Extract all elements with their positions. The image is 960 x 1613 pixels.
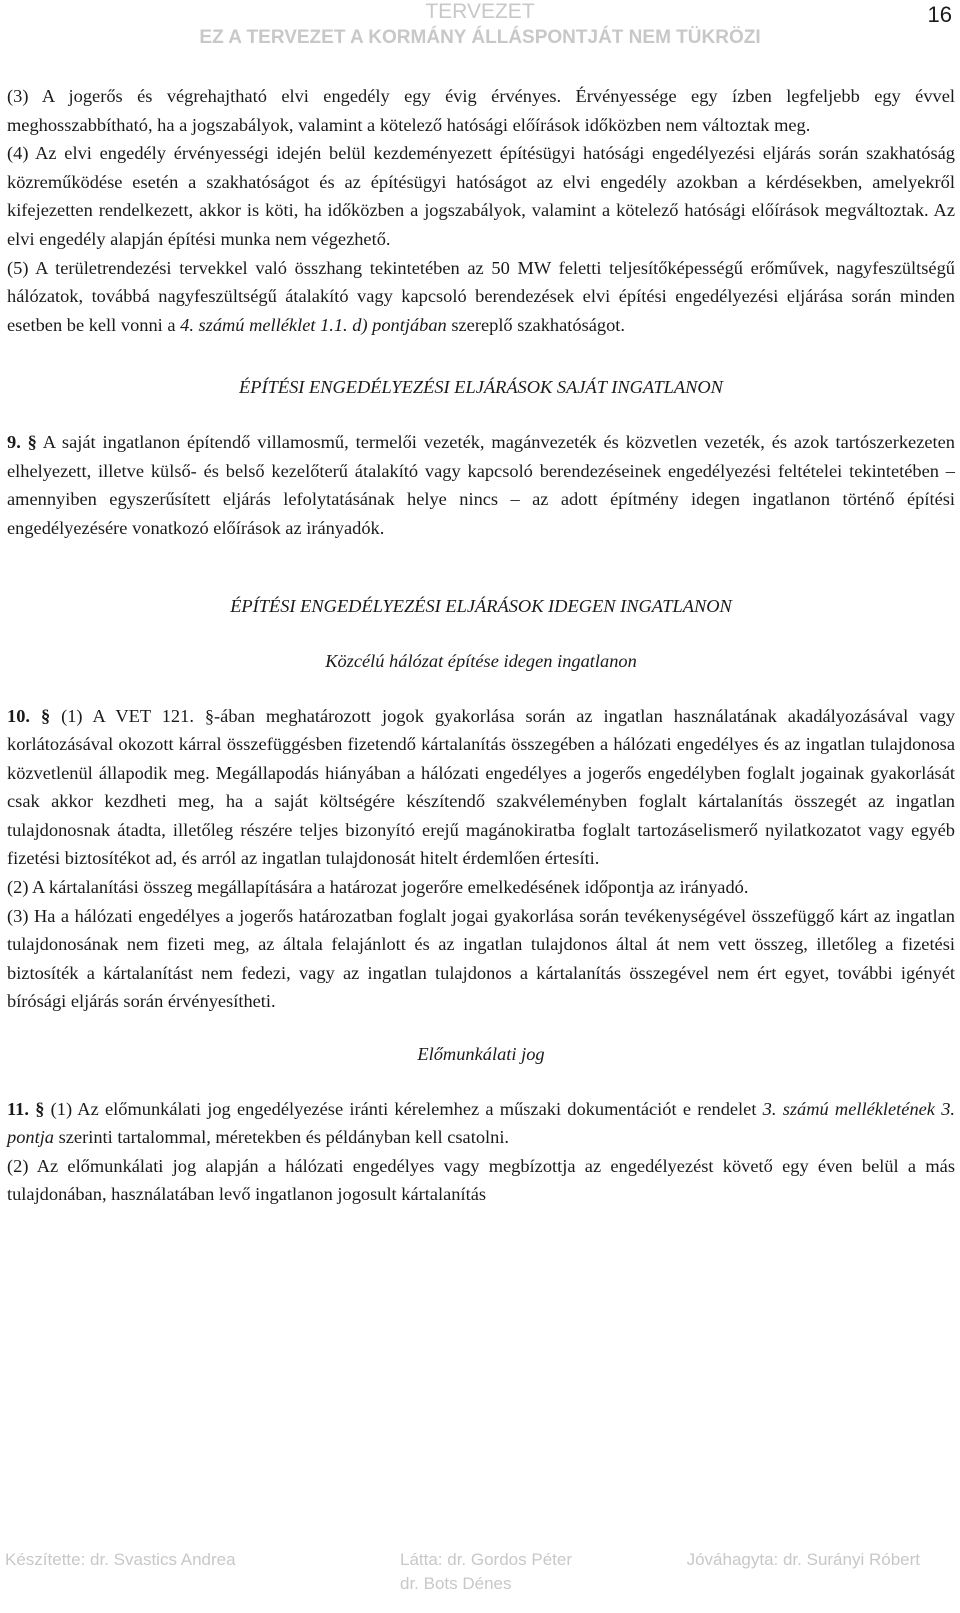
watermark-draft: TERVEZET: [425, 0, 535, 23]
section-9-number: 9. §: [7, 431, 37, 452]
paragraph-8-5-text-a: (5) A területrendezési tervekkel való összhang tekintetében az 50 MW feletti teljesítőképességű erőművek, nagyfeszültségű hálózatok, továbbá nagyfeszültségű átalakító vagy kapcsoló berendezések elvi építési engedélyezési eljárása során minden esetben be kell vonni a: [7, 257, 955, 335]
paragraph-8-5: [7, 254, 955, 340]
footer-seen-by-second: dr. Bots Dénes: [400, 1574, 512, 1593]
section-10-2: (2) A kártalanítási összeg megállapítására a határozat jogerőre emelkedésének időpontja az irányadó.: [7, 877, 749, 898]
section-10-1: [7, 702, 955, 874]
section-11-2: (2) Az előmunkálati jog alapján a hálózati engedélyes vagy megbízottja az engedélyezést követő egy éven belül a más tulajdonában, használatában levő ingatlanon jogosult kártalanítás: [7, 1155, 955, 1205]
section-11-1-text-b: szerinti tartalommal, méretekben és példányban kell csatolni.: [54, 1127, 510, 1148]
section-10-number: 10. §: [7, 705, 51, 726]
footer-seen-by: Látta: dr. Gordos Péter: [400, 1550, 572, 1569]
section-title-foreign-property: ÉPÍTÉSI ENGEDÉLYEZÉSI ELJÁRÁSOK IDEGEN INGATLANON: [230, 596, 732, 617]
page-header: [0, 0, 960, 60]
section-9-text: A saját ingatlanon építendő villamosmű, termelői vezeték, magánvezeték és közvetlen vezeték, és azok tartószerkezeten elhelyezett, illetve külső- és belső kezelőterű átalakító vagy kapcsoló berendezéseinek engedélyezési feltételei tekintetében – amennyiben egyszerűsített eljárás lefolytatásának helye nincs – az adott építmény idegen ingatlanon történő építési engedélyezésére vonatkozó előírások az irányadók.: [7, 431, 955, 538]
page-number: 16: [927, 2, 952, 27]
section-title-own-property: ÉPÍTÉSI ENGEDÉLYEZÉSI ELJÁRÁSOK SAJÁT INGATLANON: [239, 377, 723, 398]
annex-reference-3: 3. számú mellékletének 3. pontja: [7, 1098, 955, 1148]
paragraph-8-4: (4) Az elvi engedély érvényességi idején belül kezdeményezett építésügyi hatósági engedélyezési eljárás során szakhatóság közreműködése esetén a szakhatóságot és az építésügyi hatóságot az elvi engedély azokban a kérdésekben, amelyekről kifejezetten rendelkezett, akkor is köti, ha időközben a jogszabályok, valamint a kötelező hatósági előírások megváltoztak. Az elvi engedély alapján építési munka nem végezhető.: [7, 143, 955, 249]
watermark-disclaimer: EZ A TERVEZET A KORMÁNY ÁLLÁSPONTJÁT NEM TÜKRÖZI: [199, 27, 761, 48]
subtitle-public-network: Közcélú hálózat építése idegen ingatlanon: [325, 650, 637, 671]
footer-prepared-by: Készítette: dr. Svastics Andrea: [5, 1550, 236, 1569]
page-footer: [0, 1546, 960, 1613]
section-11-number: 11. §: [7, 1098, 45, 1119]
document-body: [7, 82, 955, 1209]
section-11-1-text-a: (1) Az előmunkálati jog engedélyezése iránti kérelemhez a műszaki dokumentációt e rendelet: [44, 1098, 763, 1119]
paragraph-8-5-text-b: szereplő szakhatóságot.: [446, 314, 625, 335]
section-11-1: [7, 1095, 955, 1152]
section-9: [7, 428, 955, 542]
subtitle-preliminary-works: Előmunkálati jog: [417, 1044, 545, 1065]
section-10-3: (3) Ha a hálózati engedélyes a jogerős határozatban foglalt jogai gyakorlása során tevékenységével összefüggő kárt az ingatlan tulajdonosának nem fizeti meg, az általa felajánlott és az ingatlan tulajdonos által át nem vett összeg, illetőleg a fizetési biztosíték a kártalanítást nem fedezi, vagy az ingatlan tulajdonos a kártalanítás összegével nem ért egyet, további igényét bírósági eljárás során érvényesítheti.: [7, 905, 955, 1012]
annex-reference: 4. számú melléklet 1.1. d) pontjában: [180, 314, 447, 335]
section-10-1-text: (1) A VET 121. §-ában meghatározott jogok gyakorlása során az ingatlan használatának akadályozásával vagy korlátozásával okozott kárral összefüggésben fizetendő kártalanítás összegében a hálózati engedélyes és az ingatlan tulajdonosa közvetlenül állapodik meg. Megállapodás hiányában a hálózati engedélyes a jogerős engedélyben foglalt jogainak gyakorlását csak akkor kezdheti meg, ha a saját költségére készítendő szakvéleményben foglalt kártalanítás összegét az ingatlan tulajdonosnak átadta, illetőleg részére teljes bizonyító erejű magánokiratba foglalt tartozáselismerő nyilatkozatot vagy egyéb fizetési biztosítékot ad, és arról az ingatlan tulajdonosát hitelt érdemlően értesíti.: [7, 705, 955, 869]
footer-approved-by: Jóváhagyta: dr. Surányi Róbert: [686, 1550, 920, 1569]
paragraph-8-3: (3) A jogerős és végrehajtható elvi engedély egy évig érvényes. Érvényessége egy ízben legfeljebb egy évvel meghosszabbítható, ha a jogszabályok, valamint a kötelező hatósági előírások időközben nem változtak meg.: [7, 86, 955, 135]
